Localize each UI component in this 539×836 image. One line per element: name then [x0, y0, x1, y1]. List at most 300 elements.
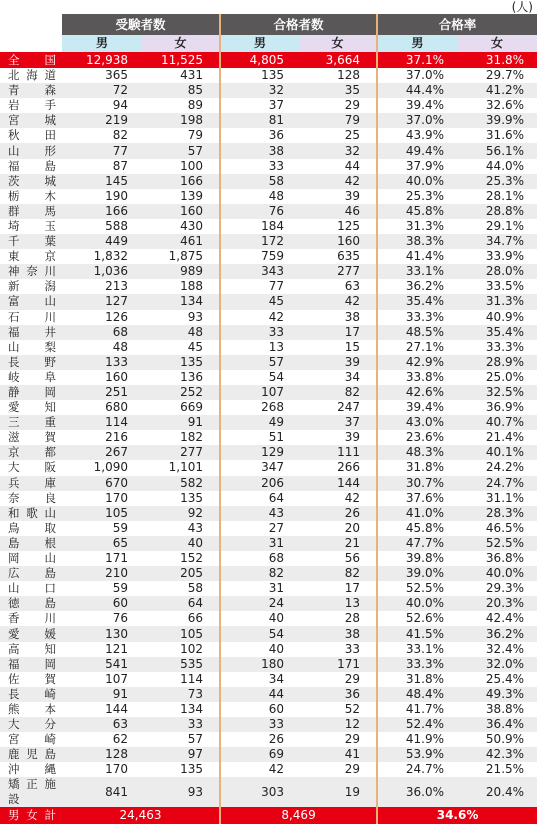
cell-rate-male: 24.7% [377, 762, 457, 777]
row-label: 山梨 [8, 339, 57, 354]
cell-rate-male: 49.4% [377, 143, 457, 158]
header-male: 男 [62, 35, 142, 52]
cell-passers-female: 144 [299, 476, 377, 491]
cell-examinees-male: 133 [62, 355, 142, 370]
cell-rate-female: 31.6% [485, 128, 525, 143]
cell-rate-male: 39.8% [377, 551, 457, 566]
cell-rate-male: 48.3% [377, 445, 457, 460]
results-table [0, 14, 537, 824]
row-label: 新潟 [8, 279, 57, 294]
cell-passers-male: 81 [220, 113, 299, 128]
row-label: 福岡 [0, 657, 62, 672]
cell-rate-female: 28.8% [457, 204, 537, 219]
header-pass-rate: 合格率 [377, 14, 537, 35]
cell-rate-male: 31.3% [377, 219, 457, 234]
cell-rate-female: 36.4% [457, 717, 537, 732]
row-label: 奈良 [8, 490, 57, 505]
cell-passers-male: 33 [220, 717, 299, 732]
cell-rate-male: 33.1% [377, 642, 457, 657]
cell-passers-male: 82 [220, 566, 299, 581]
cell-examinees-male: 216 [105, 430, 128, 445]
cell-passers-male: 268 [220, 400, 299, 415]
cell-passers-female: 12 [299, 717, 377, 732]
cell-passers-female: 36 [299, 687, 377, 702]
cell-examinees-male: 114 [62, 415, 142, 430]
row-label: 東京 [8, 249, 57, 264]
cell-examinees-female: 33 [142, 717, 220, 732]
cell-examinees-female: 58 [187, 581, 204, 596]
cell-rate-male: 42.6% [377, 385, 457, 400]
header-male: 男 [220, 35, 299, 52]
cell-passers-female: 42 [299, 294, 377, 309]
row-label: 静岡 [0, 385, 62, 400]
cell-passers-female: 17 [299, 325, 377, 340]
cell-examinees-female: 57 [187, 732, 204, 747]
row-label: 千葉 [0, 234, 62, 249]
cell-examinees-female: 1,875 [168, 249, 204, 264]
cell-passers-male: 33 [220, 159, 299, 174]
cell-rate-male: 37.9% [377, 159, 457, 174]
cell-rate-female: 24.7% [457, 476, 537, 491]
cell-passers-female: 44 [344, 158, 361, 173]
cell-examinees-male: 680 [105, 400, 128, 415]
cell-examinees-female: 100 [180, 158, 204, 173]
cell-examinees-female: 43 [187, 520, 204, 535]
cell-examinees-male: 126 [105, 309, 128, 324]
group-header-row [0, 14, 537, 35]
cell-passers-male: 343 [220, 264, 299, 279]
cell-examinees-male: 841 [62, 777, 142, 807]
cell-rate-male: 41.9% [377, 732, 457, 747]
cell-rate-male: 37.0% [377, 68, 457, 83]
table-row [0, 626, 537, 641]
cell-rate-male: 43.9% [377, 128, 457, 143]
cell-passers-male: 54 [220, 626, 299, 641]
table-row [0, 491, 537, 506]
table-row [0, 310, 537, 325]
cell-passers-female: 37 [299, 415, 377, 430]
row-label: 宮城 [0, 113, 62, 128]
row-label: 香川 [8, 611, 57, 626]
cell-rate-female: 21.5% [485, 762, 525, 777]
table-row [0, 777, 537, 807]
cell-rate-female: 28.3% [457, 506, 537, 521]
row-label: 熊本 [8, 701, 57, 716]
cell-rate-female: 36.9% [485, 400, 525, 415]
cell-passers-female: 82 [299, 566, 377, 581]
cell-rate-male: 43.0% [377, 415, 457, 430]
cell-passers-male: 4,805 [220, 52, 299, 68]
cell-examinees-male: 449 [62, 234, 142, 249]
cell-passers-female: 46 [299, 204, 377, 219]
row-label: 福島 [8, 158, 57, 173]
table-row [0, 747, 537, 762]
table-row [0, 219, 537, 234]
table-row [0, 596, 537, 611]
cell-rate-female: 20.4% [457, 777, 537, 807]
cell-examinees-female: 669 [180, 400, 204, 415]
cell-rate-male: 37.6% [377, 491, 457, 506]
cell-passers-male: 27 [220, 521, 299, 536]
row-label: 長野 [0, 355, 62, 370]
cell-rate-male: 33.3% [377, 657, 457, 672]
cell-examinees-male: 121 [105, 641, 128, 656]
cell-rate-female: 56.1% [457, 143, 537, 158]
header-male: 男 [377, 35, 457, 52]
row-label: 全 国 [0, 52, 62, 68]
cell-rate-male: 52.4% [377, 717, 457, 732]
national-total-row [0, 52, 537, 68]
header-female: 女 [299, 35, 377, 52]
cell-rate-female: 36.8% [485, 551, 525, 566]
cell-rate-male: 45.8% [377, 521, 457, 536]
cell-rate-female: 50.9% [485, 732, 525, 747]
cell-examinees-male: 59 [112, 581, 128, 596]
row-label: 山形 [0, 143, 62, 158]
row-label: 岐阜 [8, 369, 57, 384]
row-label: 神奈川 [0, 264, 62, 279]
cell-rate-female: 36.2% [457, 626, 537, 641]
table-row [0, 476, 537, 491]
cell-passers-female: 28 [344, 611, 361, 626]
cell-rate-female: 28.1% [485, 188, 525, 203]
cell-examinees-female: 92 [142, 506, 220, 521]
cell-passers-female: 42 [344, 490, 361, 505]
cell-examinees-female: 79 [187, 128, 204, 143]
cell-passers-female: 39 [344, 430, 361, 445]
corner-cell [0, 35, 62, 52]
table-row [0, 204, 537, 219]
cell-rate-female: 21.4% [485, 430, 525, 445]
cell-examinees-female: 431 [180, 68, 204, 83]
table-row [0, 83, 537, 98]
cell-passers-female: 20 [344, 520, 361, 535]
cell-passers-female: 15 [344, 339, 361, 354]
cell-examinees-female: 277 [142, 445, 220, 460]
cell-examinees-male: 82 [112, 128, 128, 143]
cell-examinees-female: 430 [180, 218, 204, 233]
row-label: 富山 [0, 294, 62, 309]
cell-passers-male: 49 [220, 415, 299, 430]
cell-examinees-female: 89 [187, 98, 204, 113]
row-label: 北海道 [8, 68, 57, 83]
cell-examinees-male: 190 [105, 188, 128, 203]
cell-rate-male: 40.0% [377, 174, 457, 189]
cell-passers-male: 58 [220, 174, 299, 189]
cell-passers-female: 21 [299, 536, 377, 551]
cell-examinees-male: 65 [62, 536, 142, 551]
row-label: 福井 [0, 325, 62, 340]
cell-rate-male: 40.0% [377, 596, 457, 611]
cell-rate-female: 40.7% [457, 415, 537, 430]
cell-examinees-female: 135 [180, 490, 204, 505]
cell-rate-female: 31.3% [457, 294, 537, 309]
table-row [0, 279, 537, 294]
table-row [0, 672, 537, 687]
cell-passers-female: 266 [337, 460, 361, 475]
cell-examinees-female: 97 [142, 747, 220, 762]
cell-rate-male: 38.3% [377, 234, 457, 249]
row-label: 山口 [8, 581, 57, 596]
cell-rate-female: 31.8% [457, 52, 537, 68]
cell-examinees-male: 91 [62, 687, 142, 702]
cell-passers-female: 63 [344, 279, 361, 294]
cell-rate-male: 48.4% [377, 687, 457, 702]
cell-examinees-female: 160 [142, 204, 220, 219]
table-row [0, 657, 537, 672]
cell-rate-male: 36.0% [377, 777, 457, 807]
cell-passers-female: 82 [299, 385, 377, 400]
cell-rate-female: 35.4% [457, 325, 537, 340]
cell-passers-female: 171 [299, 657, 377, 672]
cell-passers-male: 172 [220, 234, 299, 249]
cell-examinees-female: 57 [142, 143, 220, 158]
cell-passers-female: 247 [337, 400, 361, 415]
cell-examinees-female: 134 [142, 294, 220, 309]
cell-rate-male: 41.5% [377, 626, 457, 641]
cell-examinees-male: 1,832 [93, 249, 128, 264]
cell-rate-female: 40.9% [485, 309, 525, 324]
cell-examinees-male: 48 [112, 339, 128, 354]
table-row [0, 415, 537, 430]
cell-passers-female: 29 [344, 762, 361, 777]
cell-passers-male: 31 [220, 581, 299, 596]
cell-examinees-female: 114 [180, 671, 204, 686]
cell-rate-female: 32.0% [457, 657, 537, 672]
row-label: 鳥取 [8, 520, 57, 535]
row-label: 和歌山 [0, 506, 62, 521]
cell-rate-female: 33.5% [485, 279, 525, 294]
cell-examinees-female: 139 [180, 188, 204, 203]
cell-examinees-male: 251 [62, 385, 142, 400]
cell-passers-male: 64 [220, 491, 299, 506]
table-row [0, 581, 537, 596]
table-row [0, 174, 537, 189]
cell-passers-male: 34 [220, 672, 299, 687]
table-row [0, 385, 537, 400]
cell-examinees-male: 267 [62, 445, 142, 460]
cell-passers-female: 277 [299, 264, 377, 279]
cell-rate-female: 52.5% [457, 536, 537, 551]
cell-passers-female: 29 [344, 98, 361, 113]
cell-examinees-female: 105 [142, 626, 220, 641]
cell-rate-male: 41.7% [377, 702, 457, 717]
cell-rate-male: 52.6% [377, 611, 457, 626]
cell-examinees-male: 77 [62, 143, 142, 158]
cell-passers-female: 42 [299, 174, 377, 189]
table-row [0, 732, 537, 747]
row-label: 三重 [0, 415, 62, 430]
row-label: 栃木 [8, 188, 57, 203]
cell-rate-female: 24.2% [485, 460, 525, 475]
table-row [0, 370, 537, 385]
cell-passers-male: 68 [220, 551, 299, 566]
cell-examinees-female: 134 [180, 701, 204, 716]
table-row [0, 611, 537, 626]
cell-examinees-male: 76 [112, 611, 128, 626]
cell-examinees-male: 171 [105, 551, 128, 566]
cell-examinees-male: 166 [62, 204, 142, 219]
cell-passers-female: 160 [299, 234, 377, 249]
table-row [0, 687, 537, 702]
cell-passers-male: 48 [220, 189, 299, 204]
cell-examinees-male: 670 [62, 476, 142, 491]
row-label: 長崎 [0, 687, 62, 702]
cell-rate-male: 37.1% [377, 52, 457, 68]
cell-rate-female: 25.4% [485, 671, 525, 686]
table-row [0, 400, 537, 415]
cell-passers-female: 38 [299, 626, 377, 641]
cell-passers-male: 69 [220, 747, 299, 762]
table-row [0, 536, 537, 551]
cell-passers-male: 31 [220, 536, 299, 551]
cell-rate-male: 25.3% [377, 189, 457, 204]
cell-passers-male: 36 [220, 128, 299, 143]
row-label: 秋田 [8, 128, 57, 143]
cell-examinees-male: 87 [112, 158, 128, 173]
cell-passers-male: 77 [220, 279, 299, 294]
table-row [0, 113, 537, 128]
row-label: 佐賀 [8, 671, 57, 686]
cell-examinees-male: 59 [112, 520, 128, 535]
cell-passers-female: 56 [344, 551, 361, 566]
cell-passers-male: 42 [220, 310, 299, 325]
cell-rate-male: 23.6% [377, 430, 457, 445]
row-label: 埼玉 [8, 218, 57, 233]
cell-examinees-male: 160 [105, 369, 128, 384]
cell-examinees-male: 63 [62, 717, 142, 732]
cell-passers-male: 40 [220, 642, 299, 657]
cell-passers-male: 57 [220, 355, 299, 370]
cell-rate-male: 35.4% [377, 294, 457, 309]
table-row [0, 68, 537, 83]
cell-passers-male: 54 [220, 370, 299, 385]
cell-examinees-female: 66 [187, 611, 204, 626]
cell-examinees-female: 135 [180, 762, 204, 777]
cell-passers-male: 180 [220, 657, 299, 672]
cell-rate-female: 39.9% [457, 113, 537, 128]
cell-rate-male: 30.7% [377, 476, 457, 491]
cell-passers-male: 40 [220, 611, 299, 626]
cell-rate-female: 40.1% [457, 445, 537, 460]
combined-total-row [0, 807, 537, 824]
cell-passers-male: 38 [220, 143, 299, 158]
cell-rate-female: 38.8% [485, 701, 525, 716]
cell-rate-male: 33.1% [377, 264, 457, 279]
header-passers: 合格者数 [220, 14, 377, 35]
cell-examinees-female: 535 [142, 657, 220, 672]
table-row [0, 702, 537, 717]
table-row [0, 521, 537, 536]
cell-passers-male: 24 [220, 596, 299, 611]
cell-examinees-male: 130 [62, 626, 142, 641]
header-female: 女 [142, 35, 220, 52]
cell-rate-male: 47.7% [377, 536, 457, 551]
cell-examinees-male: 72 [62, 83, 142, 98]
cell-rate-female: 28.0% [457, 264, 537, 279]
cell-examinees-male: 219 [62, 113, 142, 128]
gender-header-row [0, 35, 537, 52]
cell-passers-female: 39 [299, 355, 377, 370]
cell-examinees-male: 107 [105, 671, 128, 686]
cell-examinees-female: 252 [142, 385, 220, 400]
cell-examinees-male: 94 [112, 98, 128, 113]
table-row [0, 128, 537, 143]
row-label: 愛媛 [0, 626, 62, 641]
cell-rate-male: 44.4% [377, 83, 457, 98]
cell-passers-female: 34 [344, 369, 361, 384]
cell-examinees-male: 68 [62, 325, 142, 340]
cell-passers-female: 111 [299, 445, 377, 460]
table-row [0, 98, 537, 113]
row-label: 石川 [8, 309, 57, 324]
cell-passers-female: 3,664 [299, 52, 377, 68]
cell-passers-male: 129 [220, 445, 299, 460]
cell-rate-female: 42.4% [485, 611, 525, 626]
cell-rate-female: 25.0% [485, 369, 525, 384]
row-label: 岡山 [8, 551, 57, 566]
cell-rate-female: 41.2% [457, 83, 537, 98]
cell-passers-male: 184 [220, 219, 299, 234]
cell-passers-male: 26 [220, 732, 299, 747]
row-label: 岩手 [8, 98, 57, 113]
table-row [0, 551, 537, 566]
cell-rate-male: 48.5% [377, 325, 457, 340]
cell-passers-female: 35 [299, 83, 377, 98]
cell-rate-male: 39.0% [377, 566, 457, 581]
row-label: 滋賀 [8, 430, 57, 445]
cell-examinees-male: 60 [62, 596, 142, 611]
table-row [0, 355, 537, 370]
total-examinees: 24,463 [62, 807, 220, 824]
row-label: 沖縄 [8, 762, 57, 777]
cell-passers-female: 128 [337, 68, 361, 83]
cell-rate-male: 42.9% [377, 355, 457, 370]
table-row [0, 189, 537, 204]
row-label: 京都 [0, 445, 62, 460]
cell-passers-female: 38 [344, 309, 361, 324]
cell-examinees-male: 62 [112, 732, 128, 747]
cell-rate-male: 31.8% [377, 460, 457, 475]
table-row [0, 143, 537, 158]
cell-passers-female: 52 [344, 701, 361, 716]
header-examinees: 受験者数 [62, 14, 220, 35]
cell-examinees-female: 989 [142, 264, 220, 279]
cell-passers-female: 17 [344, 581, 361, 596]
cell-passers-female: 26 [299, 506, 377, 521]
row-label: 徳島 [0, 596, 62, 611]
unit-label: (人) [511, 0, 533, 14]
cell-rate-female: 32.4% [485, 641, 525, 656]
cell-passers-male: 51 [220, 430, 299, 445]
cell-passers-female: 33 [344, 641, 361, 656]
cell-examinees-male: 213 [105, 279, 128, 294]
cell-rate-male: 52.5% [377, 581, 457, 596]
cell-rate-male: 31.8% [377, 672, 457, 687]
cell-passers-male: 206 [220, 476, 299, 491]
cell-passers-male: 33 [220, 325, 299, 340]
cell-passers-male: 107 [220, 385, 299, 400]
cell-rate-female: 29.3% [485, 581, 525, 596]
table-row [0, 445, 537, 460]
table-row [0, 566, 537, 581]
row-label: 広島 [0, 566, 62, 581]
cell-examinees-male: 170 [105, 490, 128, 505]
cell-rate-female: 28.9% [457, 355, 537, 370]
cell-passers-male: 32 [220, 83, 299, 98]
row-label: 青森 [0, 83, 62, 98]
cell-examinees-male: 144 [105, 701, 128, 716]
